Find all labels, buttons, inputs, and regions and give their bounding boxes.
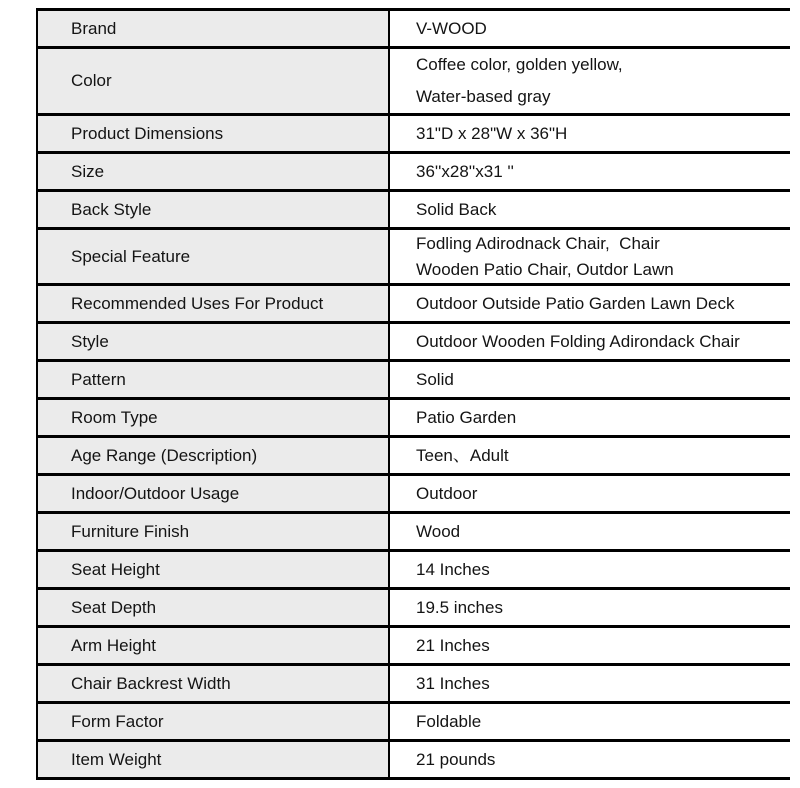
spec-value-line: Wood [416, 521, 461, 541]
spec-row [38, 11, 790, 49]
spec-value-line: Outdoor Wooden Folding Adirondack Chair [416, 331, 740, 351]
spec-value [390, 11, 790, 46]
spec-value [390, 154, 790, 189]
spec-value [390, 192, 790, 227]
spec-value [390, 400, 790, 435]
spec-label: Style [38, 324, 390, 359]
spec-row [38, 49, 790, 116]
spec-value-line: 31"D x 28"W x 36"H [416, 123, 568, 143]
spec-value [390, 552, 790, 587]
spec-value [390, 230, 790, 283]
spec-label: Indoor/Outdoor Usage [38, 476, 390, 511]
spec-row [38, 230, 790, 286]
spec-value-line: Patio Garden [416, 407, 517, 427]
spec-row [38, 400, 790, 438]
spec-value [390, 476, 790, 511]
spec-value [390, 49, 790, 113]
spec-row [38, 438, 790, 476]
spec-label: Arm Height [38, 628, 390, 663]
spec-row [38, 514, 790, 552]
spec-value-line: 14 Inches [416, 559, 490, 579]
spec-value-line: 31 Inches [416, 673, 490, 693]
spec-value-line: 36''x28''x31 '' [416, 161, 514, 181]
spec-value-line: Solid Back [416, 199, 497, 219]
spec-label: Recommended Uses For Product [38, 286, 390, 321]
spec-label: Size [38, 154, 390, 189]
spec-row [38, 476, 790, 514]
spec-value-line: Wooden Patio Chair, Outdor Lawn [416, 259, 674, 279]
spec-row [38, 154, 790, 192]
spec-value-line: Water-based gray [416, 87, 551, 106]
spec-value [390, 742, 790, 777]
spec-label: Form Factor [38, 704, 390, 739]
spec-value [390, 116, 790, 151]
spec-row [38, 704, 790, 742]
spec-row [38, 628, 790, 666]
spec-value-line: V-WOOD [416, 18, 487, 38]
spec-row [38, 192, 790, 230]
spec-label: Seat Depth [38, 590, 390, 625]
spec-label: Furniture Finish [38, 514, 390, 549]
spec-label: Chair Backrest Width [38, 666, 390, 701]
spec-label: Product Dimensions [38, 116, 390, 151]
spec-value-line: 21 pounds [416, 749, 496, 769]
spec-row [38, 362, 790, 400]
spec-value-line: Coffee color, golden yellow, [416, 55, 623, 74]
spec-row [38, 552, 790, 590]
spec-value-line: Solid [416, 369, 454, 389]
spec-label: Back Style [38, 192, 390, 227]
spec-value [390, 438, 790, 473]
spec-label: Room Type [38, 400, 390, 435]
spec-label: Item Weight [38, 742, 390, 777]
spec-row [38, 286, 790, 324]
spec-row [38, 116, 790, 154]
spec-value-line: Foldable [416, 711, 482, 731]
spec-value-line: Fodling Adirodnack Chair, Chair [416, 233, 660, 253]
spec-value [390, 324, 790, 359]
spec-value-line: 21 Inches [416, 635, 490, 655]
spec-table [36, 8, 790, 780]
spec-value-line: 19.5 inches [416, 597, 503, 617]
spec-value [390, 514, 790, 549]
spec-row [38, 742, 790, 780]
spec-label: Pattern [38, 362, 390, 397]
spec-value-line: Outdoor [416, 483, 478, 503]
spec-row [38, 666, 790, 704]
spec-row [38, 324, 790, 362]
spec-label: Special Feature [38, 230, 390, 283]
spec-label: Color [38, 49, 390, 113]
spec-value [390, 286, 790, 321]
spec-value [390, 704, 790, 739]
spec-row [38, 590, 790, 628]
spec-value [390, 362, 790, 397]
spec-label: Seat Height [38, 552, 390, 587]
spec-label: Brand [38, 11, 390, 46]
spec-value [390, 628, 790, 663]
spec-label: Age Range (Description) [38, 438, 390, 473]
spec-value [390, 666, 790, 701]
spec-value-line: Outdoor Outside Patio Garden Lawn Deck [416, 293, 735, 313]
spec-value [390, 590, 790, 625]
spec-value-line: Teen、Adult [416, 445, 509, 465]
